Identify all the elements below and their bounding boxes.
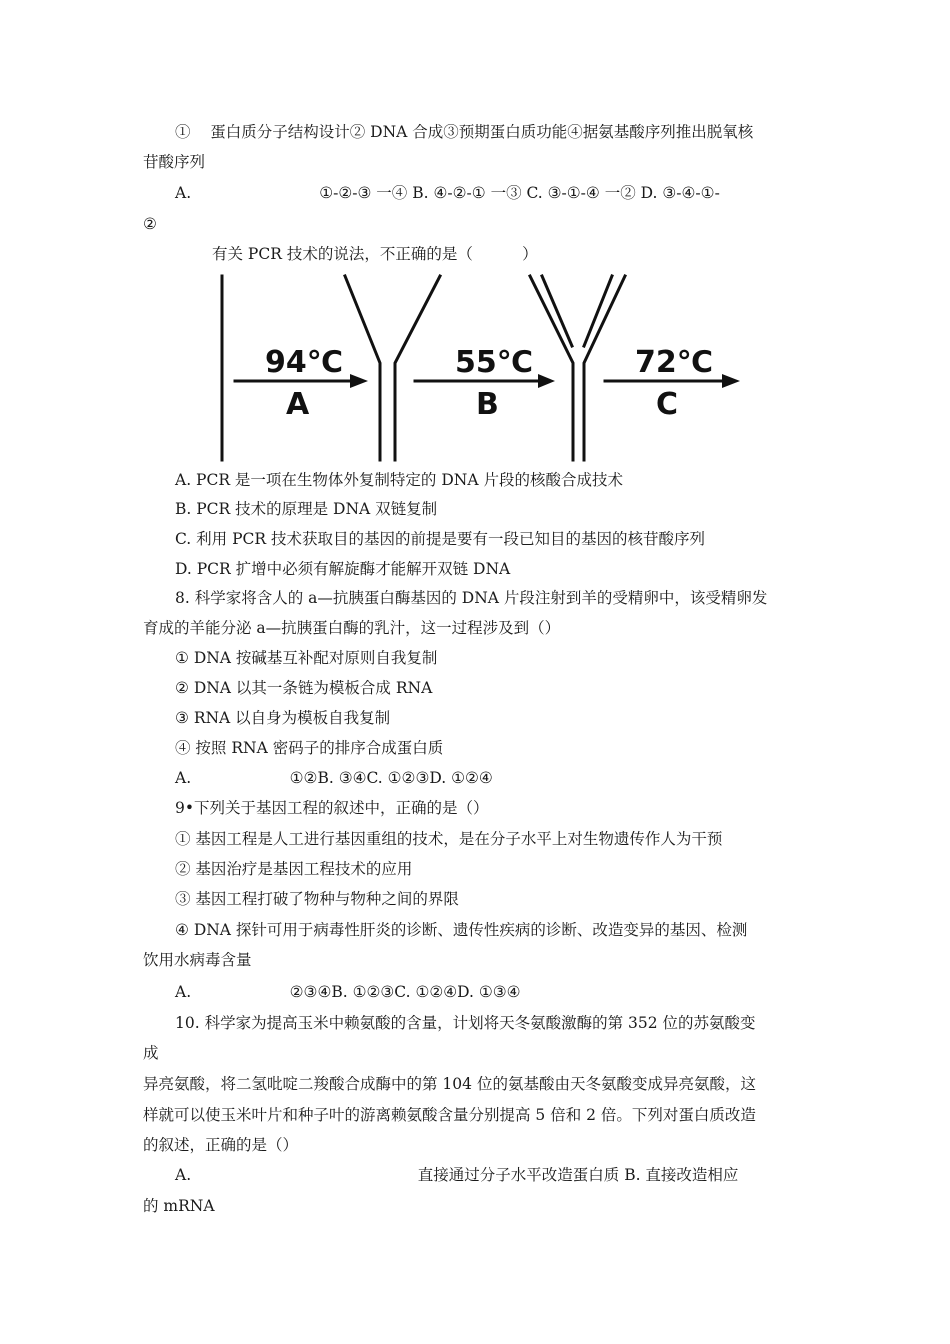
question-10-stem-cont-1: 成 bbox=[143, 1044, 159, 1062]
question-10-stem: 10. 科学家为提高玉米中赖氨酸的含量，计划将天冬氨酸激酶的第 352 位的苏氨酸变 bbox=[175, 1014, 756, 1032]
item-8-4: ④ 按照 RNA 密码子的排序合成蛋白质 bbox=[175, 739, 444, 757]
option-7c: C. 利用 PCR 技术获取目的基因的前提是要有一段已知目的基因的核苷酸序列 bbox=[175, 530, 705, 548]
arrow-head-a bbox=[350, 374, 368, 388]
item-9-4-cont: 饮用水病毒含量 bbox=[143, 951, 252, 969]
item-9-3: ③ 基因工程打破了物种与物种之间的界限 bbox=[175, 890, 459, 908]
line-1: ① 蛋白质分子结构设计② DNA 合成③预期蛋白质功能④据氨基酸序列推出脱氧核 bbox=[175, 123, 754, 141]
question-8-stem-cont: 育成的羊能分泌 a—抗胰蛋白酶的乳汁，这一过程涉及到（） bbox=[143, 619, 561, 637]
step-label-b: B bbox=[476, 387, 499, 422]
step-label-a: A bbox=[286, 387, 310, 422]
item-9-4: ④ DNA 探针可用于病毒性肝炎的诊断、遗传性疾病的诊断、改造变异的基因、检测 bbox=[175, 921, 748, 939]
question-10-stem-cont-3: 样就可以使玉米叶片和种子叶的游离赖氨酸含量分别提高 5 倍和 2 倍。下列对蛋白质改造 bbox=[143, 1106, 756, 1124]
options-10: A. 直接通过分子水平改造蛋白质 B. 直接改造相应 bbox=[175, 1166, 739, 1184]
pcr-diagram-svg bbox=[210, 268, 750, 463]
annealed-strand-right bbox=[584, 276, 625, 460]
item-9-2: ② 基因治疗是基因工程技术的应用 bbox=[175, 860, 413, 878]
option-7d: D. PCR 扩增中必须有解旋酶才能解开双链 DNA bbox=[175, 560, 511, 578]
denatured-strand-left bbox=[345, 276, 380, 460]
arrow-head-b bbox=[538, 374, 555, 388]
line-4: ② bbox=[143, 215, 157, 233]
line-2: 苷酸序列 bbox=[143, 153, 206, 171]
question-7-stem: 有关 PCR 技术的说法，不正确的是（ ） bbox=[212, 245, 538, 263]
temp-a: 94℃ bbox=[265, 345, 344, 380]
option-7b: B. PCR 技术的原理是 DNA 双链复制 bbox=[175, 500, 438, 518]
options-8: A. ①②B. ③④C. ①②③D. ①②④ bbox=[175, 769, 493, 787]
line-3: A. ①-②-③ 一④ B. ④-②-① 一③ C. ③-①-④ 一② D. ③-④-①- bbox=[175, 184, 720, 202]
temp-c: 72℃ bbox=[635, 345, 714, 380]
item-9-1: ① 基因工程是人工进行基因重组的技术，是在分子水平上对生物遗传作人为干预 bbox=[175, 830, 723, 848]
pcr-diagram bbox=[210, 268, 750, 463]
item-8-1: ① DNA 按碱基互补配对原则自我复制 bbox=[175, 649, 438, 667]
item-8-3: ③ RNA 以自身为模板自我复制 bbox=[175, 709, 391, 727]
denatured-strand-right bbox=[395, 276, 440, 460]
options-9: A. ②③④B. ①②③C. ①②④D. ①③④ bbox=[175, 983, 521, 1001]
arrow-head-c bbox=[722, 374, 740, 388]
item-8-2: ② DNA 以其一条链为模板合成 RNA bbox=[175, 679, 433, 697]
options-10-cont: 的 mRNA bbox=[143, 1197, 215, 1215]
temp-b: 55℃ bbox=[455, 345, 534, 380]
question-10-stem-cont-2: 异亮氨酸，将二氢吡啶二羧酸合成酶中的第 104 位的氨基酸由天冬氨酸变成异亮氨酸，这 bbox=[143, 1075, 756, 1093]
step-label-c: C bbox=[656, 387, 679, 422]
annealed-strand-left bbox=[530, 276, 573, 460]
question-10-stem-cont-4: 的叙述，正确的是（） bbox=[143, 1136, 299, 1154]
question-9-stem: 9•下列关于基因工程的叙述中，正确的是（） bbox=[175, 799, 489, 817]
question-8-stem: 8. 科学家将含人的 a—抗胰蛋白酶基因的 DNA 片段注射到羊的受精卵中，该受精卵发 bbox=[175, 589, 768, 607]
option-7a: A. PCR 是一项在生物体外复制特定的 DNA 片段的核酸合成技术 bbox=[175, 471, 623, 489]
